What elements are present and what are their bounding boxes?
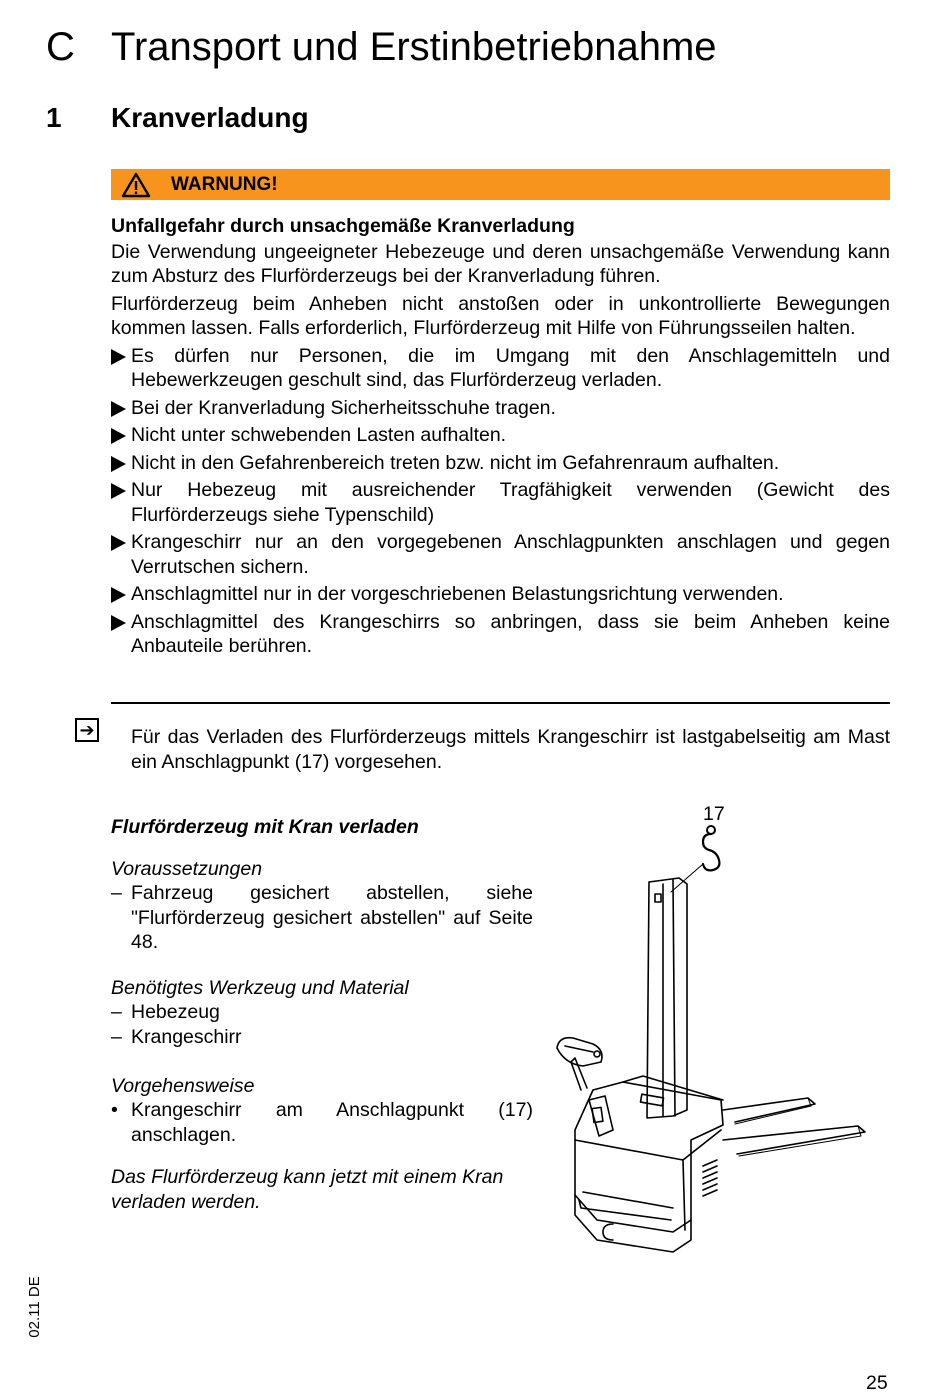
list-item: – Hebezeug <box>111 1001 220 1023</box>
warning-end-rule <box>111 702 890 704</box>
list-item: – Krangeschirr <box>111 1025 242 1048</box>
list-item: – Fahrzeug gesichert abstellen, siehe "Flurförderzeug gesichert abstellen" auf Seite 48. <box>111 882 533 953</box>
arrow-note-icon: ➔ <box>75 718 99 742</box>
bullet-triangle-icon <box>111 456 126 472</box>
warning-bullet: Nur Hebezeug mit ausreichender Tragfähigkeit verwenden (Gewicht des Flurförderzeugs siehe Typenschild) <box>111 478 890 527</box>
page-number: 25 <box>866 1372 888 1394</box>
list-item: • Krangeschirr am Anschlagpunkt (17) anschlagen. <box>111 1099 533 1146</box>
warning-body <box>111 214 890 662</box>
bullet-triangle-icon <box>111 428 126 444</box>
pallet-truck-illustration <box>553 800 873 1260</box>
bullet-triangle-icon <box>111 401 126 417</box>
warning-bullet: Nicht in den Gefahrenbereich treten bzw. nicht im Gefahrenraum aufhalten. <box>111 451 890 476</box>
warning-paragraph: Die Verwendung ungeeigneter Hebezeuge und deren unsachgemäße Verwendung kann zum Absturz des Flurförderzeugs bei der Kranverladung führen. <box>111 240 890 287</box>
warning-label: WARNUNG! <box>171 173 278 195</box>
warning-bullet: Anschlagmittel des Krangeschirrs so anbringen, dass sie beim Anheben keine Anbauteile berühren. <box>111 610 890 659</box>
chapter-title: Transport und Erstinbetriebnahme <box>111 25 717 69</box>
warning-bullet: Bei der Kranverladung Sicherheitsschuhe tragen. <box>111 396 890 421</box>
procedure-title: Flurförderzeug mit Kran verladen <box>111 816 419 838</box>
warning-bullet: Nicht unter schwebenden Lasten aufhalten. <box>111 423 890 448</box>
figure-callout: 17 <box>703 803 725 825</box>
bullet-triangle-icon <box>111 483 126 499</box>
steps-heading: Vorgehensweise <box>111 1075 255 1097</box>
section-number: 1 <box>46 102 62 133</box>
edition-code: 02.11 DE <box>26 1276 43 1338</box>
steps-block <box>111 1074 533 1147</box>
bullet-triangle-icon <box>111 349 126 365</box>
tools-block <box>111 976 533 1049</box>
warning-triangle-icon <box>121 172 151 198</box>
bullet-triangle-icon <box>111 615 126 631</box>
warning-bullet: Es dürfen nur Personen, die im Umgang mit den Anschlagemitteln und Hebewerkzeugen geschult sind, das Flurförderzeug verladen. <box>111 344 890 393</box>
procedure-result: Das Flurförderzeug kann jetzt mit einem Kran verladen werden. <box>111 1166 504 1213</box>
section-title: Kranverladung <box>111 102 309 133</box>
warning-paragraph: Flurförderzeug beim Anheben nicht anstoßen oder in unkontrollierte Bewegungen kommen lassen. Falls erforderlich, Flurförderzeug mit Hilfe von Führungsseilen halten. <box>111 292 890 339</box>
bullet-triangle-icon <box>111 535 126 551</box>
warning-bar <box>111 169 890 200</box>
tools-heading: Benötigtes Werkzeug und Material <box>111 977 409 999</box>
prerequisites-heading: Voraussetzungen <box>111 858 263 880</box>
prerequisites-block <box>111 857 533 955</box>
chapter-letter: C <box>46 25 75 69</box>
warning-bullet: Anschlagmittel nur in der vorgeschriebenen Belastungsrichtung verwenden. <box>111 582 890 607</box>
note-text: Für das Verladen des Flurförderzeugs mittels Krangeschirr ist lastgabelseitig am Mast ein Anschlagpunkt (17) vorgesehen. <box>131 726 890 773</box>
warning-bullet: Krangeschirr nur an den vorgegebenen Anschlagpunkten anschlagen und gegen Verrutschen sichern. <box>111 530 890 579</box>
bullet-triangle-icon <box>111 587 126 603</box>
warning-bullet-list <box>111 344 890 659</box>
warning-heading: Unfallgefahr durch unsachgemäße Kranverladung <box>111 215 575 237</box>
